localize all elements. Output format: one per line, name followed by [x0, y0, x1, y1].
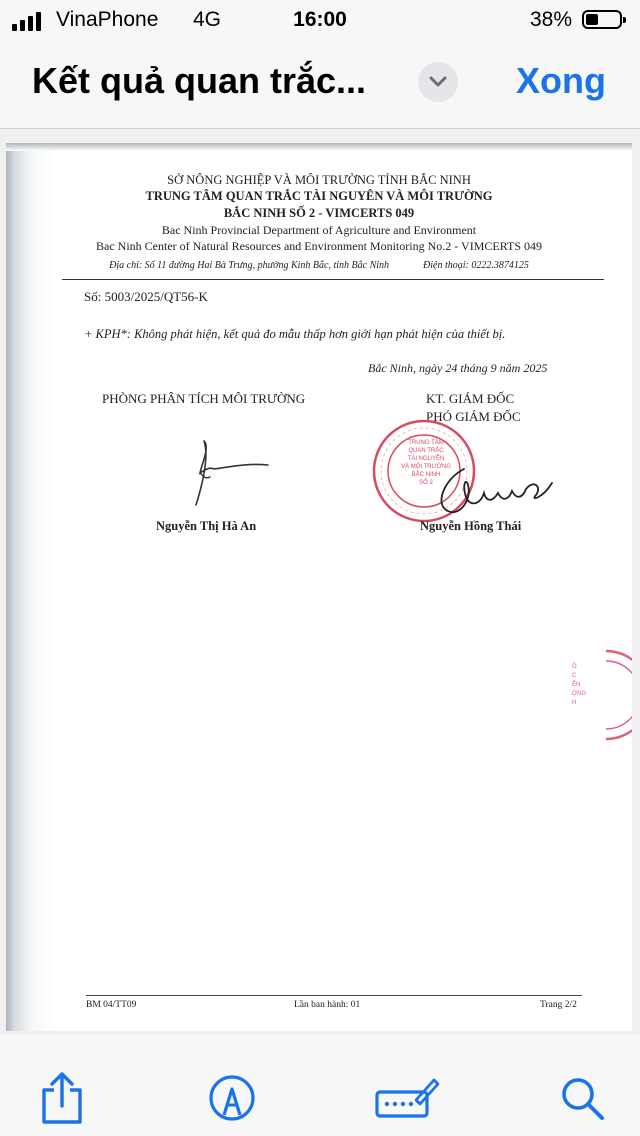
- network-type: 4G: [193, 8, 222, 31]
- seal-text: TRUNG TÂM QUAN TRẮC TÀI NGUYÊN VÀ MÔI TRƯỜNG BẮC NINH SỐ 2: [401, 440, 451, 486]
- header-divider: [62, 279, 604, 280]
- header-phone: Điện thoại: 0222.3874125: [423, 260, 529, 271]
- markup-button[interactable]: [206, 1072, 258, 1124]
- signature-keyboard-icon: [374, 1076, 440, 1120]
- carrier-name: VinaPhone: [56, 8, 159, 31]
- analysis-department-title: PHÒNG PHÂN TÍCH MÔI TRƯỜNG: [102, 391, 306, 406]
- right-signature: [424, 459, 564, 521]
- header-address: Địa chỉ: Số 11 đường Hai Bà Trưng, phường Kinh Bắc, tỉnh Bắc Ninh: [109, 260, 390, 271]
- partial-seal-text: Ô C ÊN ỜNG H: [572, 664, 587, 706]
- deputy-director-title: PHÓ GIÁM ĐỐC: [426, 409, 521, 424]
- footer-divider: [86, 995, 582, 996]
- share-icon: [36, 1070, 88, 1126]
- search-button[interactable]: [556, 1072, 608, 1124]
- header-department: SỞ NÔNG NGHIỆP VÀ MÔI TRƯỜNG TỈNH BẮC NINH: [167, 173, 471, 187]
- battery-icon: [582, 10, 622, 29]
- document-viewer[interactable]: [0, 129, 640, 1035]
- chevron-down-icon: [429, 76, 447, 88]
- done-button[interactable]: Xong: [516, 60, 606, 101]
- header-english-department: Bac Ninh Provincial Department of Agriculture and Environment: [161, 223, 477, 237]
- footer-page-number: Trang 2/2: [540, 1000, 577, 1010]
- director-title: KT. GIÁM ĐỐC: [426, 391, 515, 406]
- page-top-shadow: [6, 143, 632, 151]
- footer-edition: Lần ban hành: 01: [294, 1000, 361, 1010]
- status-bar: [0, 0, 640, 40]
- navigation-bar: [0, 40, 640, 129]
- header-contact: [6, 260, 632, 271]
- left-signer-name: Nguyễn Thị Hà An: [156, 519, 257, 533]
- page-binding-shadow: [6, 143, 54, 1031]
- header-center-name: TRUNG TÂM QUAN TRẮC TÀI NGUYÊN VÀ MÔI TRƯỜNG: [145, 189, 493, 203]
- search-icon: [557, 1073, 607, 1123]
- signature-button[interactable]: [374, 1072, 440, 1124]
- issue-date: Bắc Ninh, ngày 24 tháng 9 năm 2025: [368, 361, 548, 375]
- title-menu-button[interactable]: [418, 62, 458, 102]
- markup-pen-icon: [207, 1073, 257, 1123]
- left-signature: [184, 433, 274, 513]
- header-english-center: Bac Ninh Center of Natural Resources and Environment Monitoring No.2 - VIMCERTS 049: [96, 239, 542, 253]
- document-page: [6, 143, 632, 1031]
- kph-note: + KPH*: Không phát hiện, kết quả đo mẫu thấp hơn giới hạn phát hiện của thiết bị.: [84, 327, 506, 341]
- bottom-toolbar: [0, 1036, 640, 1136]
- share-button[interactable]: [36, 1072, 88, 1124]
- document-title[interactable]: Kết quả quan trắc...: [32, 60, 367, 101]
- clock: 16:00: [293, 8, 347, 31]
- header-center-code: BẮC NINH SỐ 2 - VIMCERTS 049: [223, 206, 415, 220]
- document-number: Số: 5003/2025/QT56-K: [84, 289, 208, 304]
- right-signer-name: Nguyễn Hồng Thái: [420, 519, 522, 533]
- battery-percent: 38%: [529, 8, 572, 31]
- footer-form-code: BM 04/TT09: [86, 1000, 137, 1010]
